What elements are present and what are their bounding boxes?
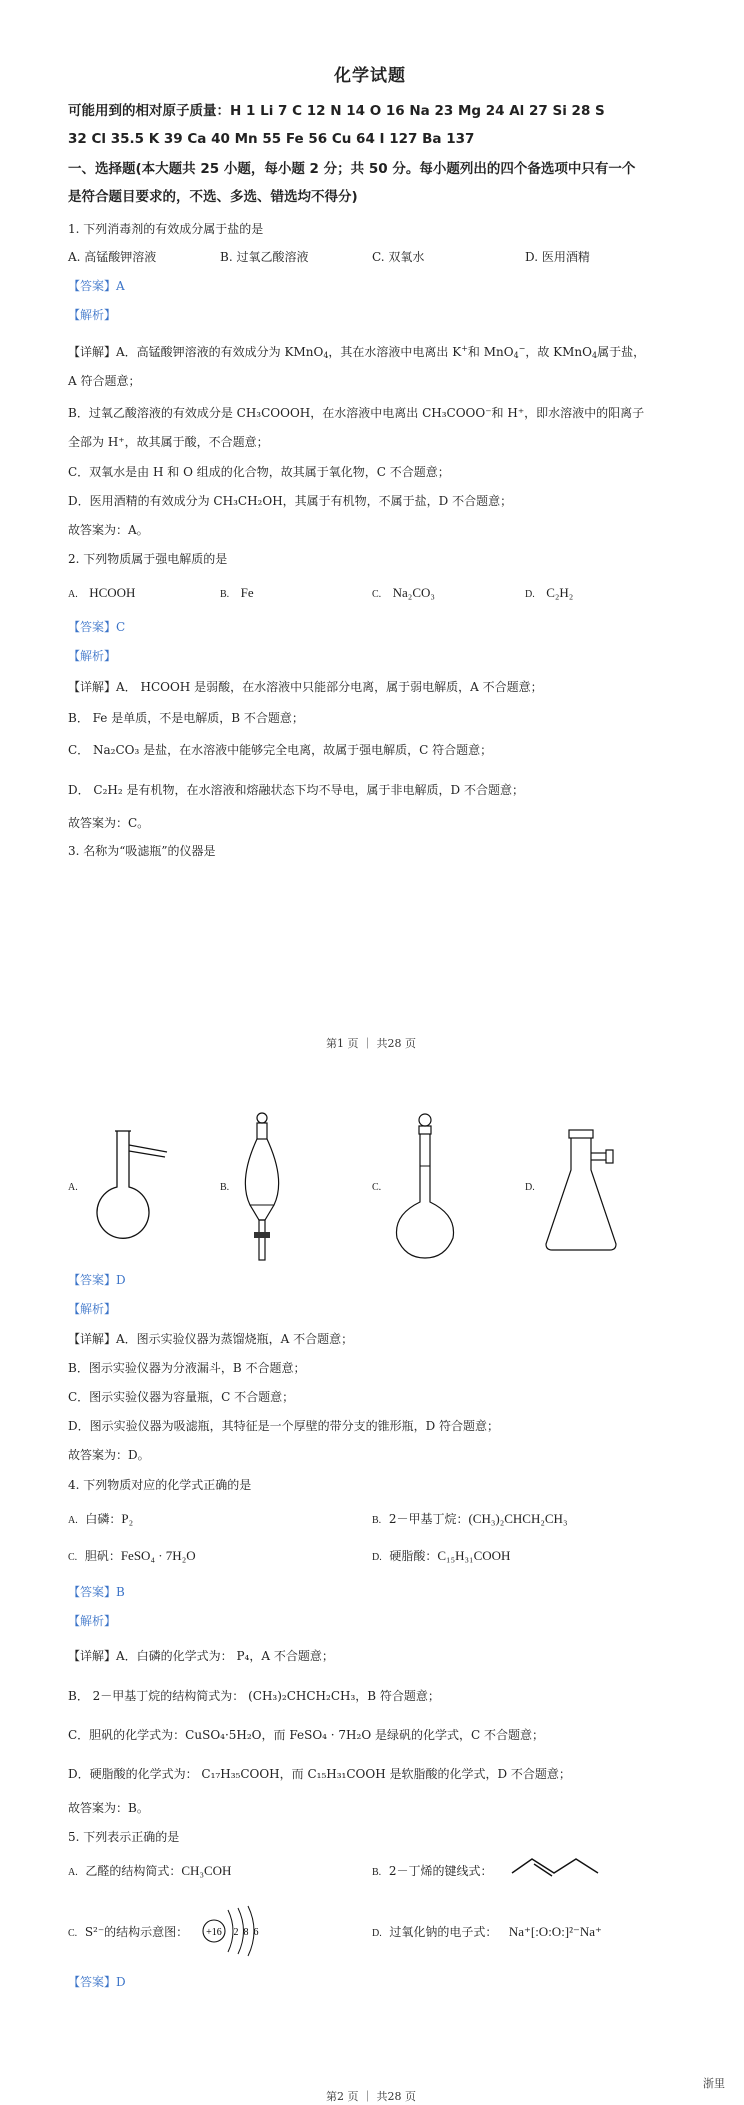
q4-conclusion: 故答案为：B。	[68, 1801, 149, 1815]
q4-option-b: B. 2－甲基丁烷：(CH₃)₂CHCH₂CH₃	[372, 1511, 568, 1526]
q3-option-a-label: A.	[68, 1182, 78, 1193]
q3-option-b-label: B.	[220, 1182, 230, 1193]
q3-detail-a: 【详解】A．图示实验仪器为蒸馏烧瓶，A 不合题意；	[68, 1332, 354, 1346]
q5-answer: 【答案】D	[68, 1975, 126, 1989]
q5-option-b: B. 2－丁烯的键线式：	[372, 1864, 493, 1878]
footer-page1: 第1 页 ｜ 共28 页	[326, 1037, 416, 1050]
q2-analysis: 【解析】	[68, 649, 117, 663]
q3-detail-c: C．图示实验仪器为容量瓶，C 不合题意；	[68, 1390, 295, 1404]
q1-option-c: C. 双氧水	[372, 250, 425, 264]
sulfide-ion-structure-diagram	[198, 1902, 278, 1960]
q5-option-c: C. S²⁻的结构示意图：	[68, 1925, 189, 1939]
q4-detail-d: D．硬脂酸的化学式为： C₁₇H₃₅COOH，而 C₁₅H₃₁COOH 是软脂酸的化学式，D 不合题意；	[68, 1767, 571, 1781]
q1-option-d: D. 医用酒精	[525, 250, 590, 264]
q2-detail-a: 【详解】A． HCOOH 是弱酸，在水溶液中只能部分电离，属于弱电解质，A 不合题意；	[68, 680, 543, 694]
shell-2-count: 8	[243, 1927, 249, 1938]
corner-watermark-text: 浙里	[703, 2077, 725, 2090]
q1-analysis: 【解析】	[68, 308, 117, 322]
volumetric-flask-image	[385, 1110, 465, 1260]
q1-option-b: B. 过氧乙酸溶液	[220, 250, 309, 264]
q2-detail-c: C． Na₂CO₃ 是盐，在水溶液中能够完全电离，故属于强电解质，C 符合题意；	[68, 743, 493, 757]
q1-detail-b2: 全部为 H⁺，故其属于酸，不合题意；	[68, 435, 269, 449]
q1-detail-a-end: A 符合题意；	[68, 374, 141, 388]
q1-option-a: A. 高锰酸钾溶液	[68, 250, 157, 264]
q4-detail-a: 【详解】A．白磷的化学式为： P₄，A 不合题意；	[68, 1649, 334, 1663]
atomic-masses-line1: 可能用到的相对原子质量：H 1 Li 7 C 12 N 14 O 16 Na 23 Mg 24 Al 27 Si 28 S	[68, 103, 605, 119]
atomic-masses-line2: 32 Cl 35.5 K 39 Ca 40 Mn 55 Fe 56 Cu 64 I 127 Ba 137	[68, 131, 475, 147]
q4-stem: 4. 下列物质对应的化学式正确的是	[68, 1478, 252, 1492]
q5-option-d: D. 过氧化钠的电子式： Na⁺[:O:O:]²⁻Na⁺	[372, 1924, 602, 1939]
q3-answer: 【答案】D	[68, 1273, 126, 1287]
q2-option-a: A. HCOOH	[68, 585, 136, 600]
q3-option-c-label: C.	[372, 1182, 382, 1193]
distilling-flask-image	[95, 1125, 175, 1255]
q5-option-a: A. 乙醛的结构简式：CH₃COH	[68, 1863, 232, 1878]
butene-skeletal-formula-image	[510, 1853, 600, 1883]
page-title: 化学试题	[334, 66, 406, 86]
q1-detail-c: C．双氧水是由 H 和 O 组成的化合物，故其属于氧化物，C 不合题意；	[68, 465, 450, 479]
q5-stem: 5. 下列表示正确的是	[68, 1830, 180, 1844]
q2-option-d: D. C₂H₂	[525, 585, 574, 600]
q1-detail-d: D．医用酒精的有效成分为 CH₃CH₂OH，其属于有机物，不属于盐，D 不合题意；	[68, 494, 513, 508]
q3-detail-b: B．图示实验仪器为分液漏斗，B 不合题意；	[68, 1361, 306, 1375]
q2-detail-d: D． C₂H₂ 是有机物，在水溶液和熔融状态下均不导电，属于非电解质，D 不合题意；	[68, 783, 524, 797]
shell-1-count: 2	[233, 1927, 239, 1938]
q3-option-d-label: D.	[525, 1182, 535, 1193]
q2-option-c: C. Na₂CO₃	[372, 585, 435, 600]
q4-option-a: A. 白磷：P₂	[68, 1511, 134, 1526]
shell-3-count: 6	[253, 1927, 259, 1938]
section-heading-line1: 一、选择题(本大题共 25 小题，每小题 2 分；共 50 分。每小题列出的四个备选项中只有一个	[68, 161, 636, 177]
q2-option-b: B. Fe	[220, 585, 254, 600]
q2-detail-b: B． Fe 是单质，不是电解质，B 不合题意；	[68, 711, 304, 725]
footer-page2: 第2 页 ｜ 共28 页	[326, 2090, 416, 2103]
q1-answer: 【答案】A	[68, 279, 125, 293]
q2-answer: 【答案】C	[68, 620, 126, 634]
suction-flask-image	[540, 1128, 650, 1258]
q2-conclusion: 故答案为：C。	[68, 816, 150, 830]
q4-answer: 【答案】B	[68, 1585, 125, 1599]
q2-stem: 2. 下列物质属于强电解质的是	[68, 552, 228, 566]
section-heading-line2: 是符合题目要求的，不选、多选、错选均不得分)	[68, 189, 358, 205]
q3-analysis: 【解析】	[68, 1302, 117, 1316]
q3-detail-d: D．图示实验仪器为吸滤瓶，其特征是一个厚壁的带分支的锥形瓶，D 符合题意；	[68, 1419, 500, 1433]
q1-conclusion: 故答案为：A。	[68, 523, 149, 537]
q4-option-d: D. 硬脂酸：C₁₅H₃₁COOH	[372, 1548, 511, 1563]
q1-stem: 1. 下列消毒剂的有效成分属于盐的是	[68, 222, 264, 236]
q3-conclusion: 故答案为：D。	[68, 1448, 150, 1462]
q4-analysis: 【解析】	[68, 1614, 117, 1628]
q3-stem: 3. 名称为“吸滤瓶”的仪器是	[68, 844, 216, 858]
q4-detail-c: C．胆矾的化学式为：CuSO₄·5H₂O，而 FeSO₄ · 7H₂O 是绿矾的化学式，C 不合题意；	[68, 1728, 544, 1742]
q4-option-c: C. 胆矾：FeSO₄ · 7H₂O	[68, 1548, 196, 1563]
separatory-funnel-image	[230, 1110, 300, 1265]
q1-detail-b1: B．过氧乙酸溶液的有效成分是 CH₃COOOH，在水溶液中电离出 CH₃COOO⁻和 H⁺，即水溶液中的阳离子	[68, 406, 645, 420]
nucleus-label: +16	[206, 1927, 222, 1938]
q4-detail-b: B． 2－甲基丁烷的结构简式为： (CH₃)₂CHCH₂CH₃，B 符合题意；	[68, 1689, 440, 1703]
q1-detail-a: 【详解】A．高锰酸钾溶液的有效成分为 KMnO$_4$，其在水溶液中电离出 K+和 MnO$_4$−，故 KMnO$_4$属于盐，	[68, 344, 646, 360]
